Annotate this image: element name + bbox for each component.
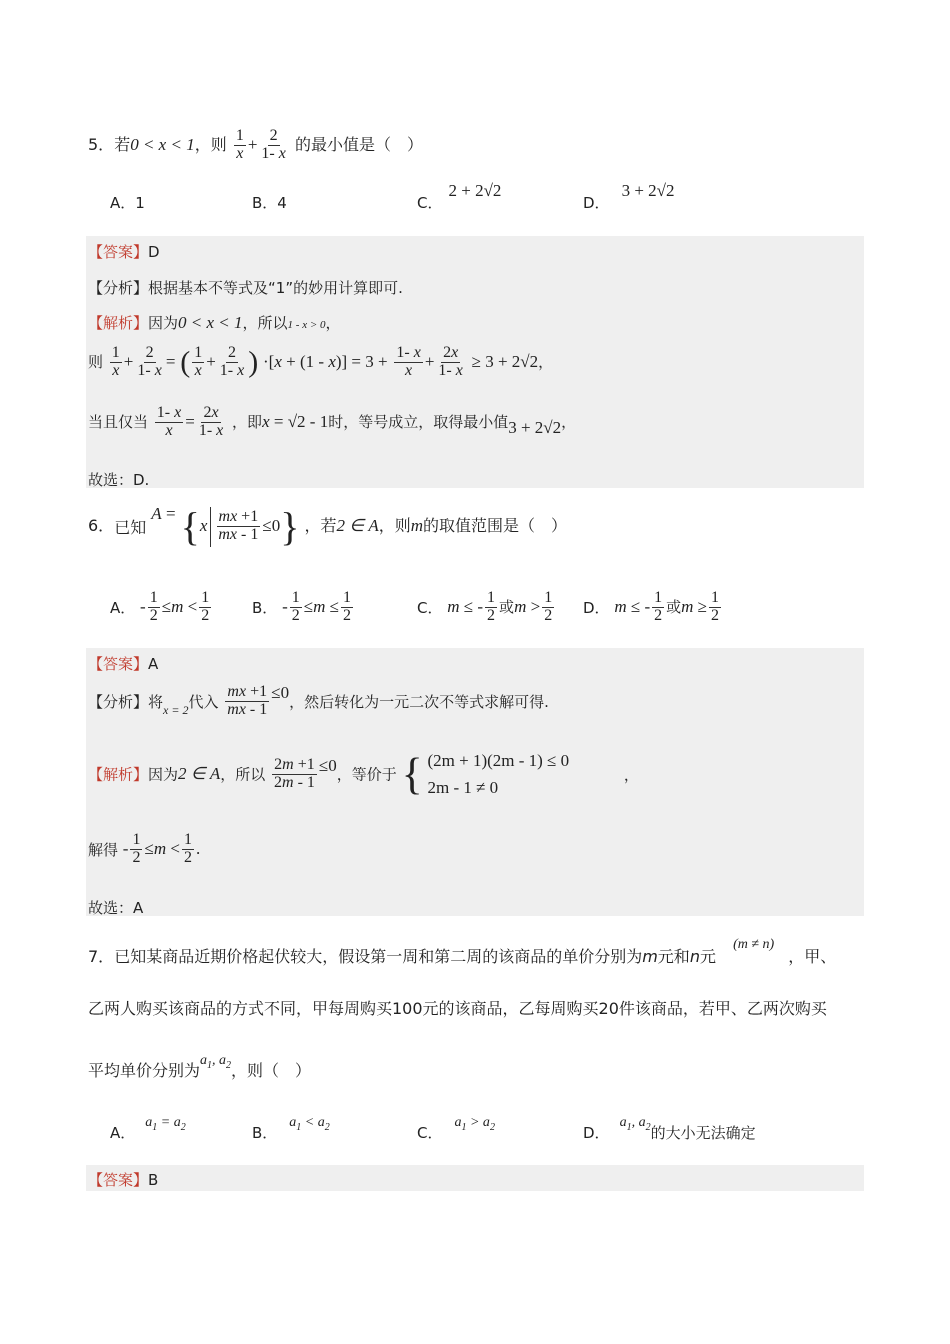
q7-line2: 乙两人购买该商品的方式不同，甲每周购买100元的该商品，乙每周购买20件该商品，若甲、乙两次购买	[88, 999, 827, 1018]
q6-option-b[interactable]: B． - $\frac{1}{2}$ ≤m ≤ $\frac{1}{2}$	[252, 589, 351, 624]
q5-choose: 故选：D.	[88, 471, 150, 489]
q6-option-a[interactable]: A． - $\frac{1}{2}$ ≤m < $\frac{1}{2}$	[110, 589, 210, 624]
q5-frac-1: $\frac{1}{x}$	[235, 127, 244, 162]
q7-option-a[interactable]: A．$a_1 = a_2$	[110, 1115, 186, 1142]
q7-option-c[interactable]: C．$a_1 > a_2$	[417, 1115, 495, 1142]
q7-answer: 【答案】B	[88, 1171, 159, 1189]
q5-option-d[interactable]: D．3 + 2√2	[583, 181, 675, 212]
q5-answer-value: D	[148, 243, 160, 261]
q6-analysis: 【分析】将$_{x = 2}$代入 $\frac{mx +1}{mx - 1}$ ≤0，然后转化为一元二次不等式求解可得.	[88, 682, 549, 718]
q6-solution: 【解析】因为2 ∈ A，所以 $\frac{2m +1}{2m - 1}$ ≤0，等价于 { (2m + 1)(2m - 1) ≤ 0 2m - 1 ≠ 0 ，	[88, 749, 639, 799]
q5-stem-mid: ，则	[194, 134, 227, 154]
q6-option-d[interactable]: D． m ≤ - $\frac{1}{2}$ 或m ≥ $\frac{1}{2}$	[583, 589, 720, 624]
q6-answer: 【答案】A	[88, 655, 159, 673]
q5-frac-2: $\frac{2}{1- x}$	[261, 127, 286, 162]
q5-option-c[interactable]: C．2 + 2√2	[417, 181, 502, 212]
q5-solution-line2: 则 $\frac{1}{x}$ + $\frac{2}{1- x}$ = ( $\frac{1}{x}$ + $\frac{2}{1- x}$ ) ·[x + (1 - x)] = 3 + $\frac{1- x}{x}$ + $\frac{2x}{1- x}$ ≥ 3 + 2√2，	[88, 344, 554, 379]
q7-option-b[interactable]: B．$a_1 < a_2$	[252, 1115, 330, 1142]
q5-solution-tag: 【解析】	[88, 314, 149, 332]
q7-answer-box	[86, 1165, 864, 1191]
q5-answer-tag: 【答案】	[88, 243, 149, 261]
q5-option-b[interactable]: B．4	[252, 194, 287, 212]
q7-option-d[interactable]: D．$a_1$, $a_2$的大小无法确定	[583, 1115, 756, 1142]
q5-analysis	[88, 277, 403, 298]
q6-result: 解得 - $\frac{1}{2}$ ≤m < $\frac{1}{2}$ .	[88, 831, 201, 866]
q5-analysis-tag: 【分析】	[88, 279, 149, 297]
q5-solution-line3: 当且仅当 $\frac{1- x}{x}$ = $\frac{2x}{1- x}$ ，即x = √2 - 1时，等号成立，取得最小值3 + 2√2，	[88, 404, 577, 439]
q7-line3: 平均单价分别为$a_1$, $a_2$，则（ ）	[88, 1053, 312, 1080]
q5-analysis-text: 根据基本不等式及“1”的妙用计算即可.	[148, 279, 403, 297]
q6-stem: 6．已知 A = {x $\frac{mx +1}{mx - 1}$ ≤0} ，若2 ∈ A，则m的取值范围是（ ）	[88, 504, 568, 549]
q5-stem-prefix: 若	[114, 134, 131, 154]
q5-stem: 5．若0 < x < 1，则 $\frac{1}{x}$ + $\frac{2}{1- x}$ 的最小值是（ ）	[88, 127, 423, 162]
q5-condition: 0 < x < 1	[130, 134, 195, 154]
q5-stem-suffix: 的最小值是（ ）	[294, 134, 423, 154]
q5-number: 5．	[88, 134, 115, 154]
q6-option-c[interactable]: C． m ≤ - $\frac{1}{2}$ 或m > $\frac{1}{2}$	[417, 589, 553, 624]
q5-option-a[interactable]: A．1	[110, 194, 145, 212]
q5-solution-line1: 【解析】因为0 < x < 1，所以1 - x > 0，	[88, 313, 341, 332]
q7-line1: 7．已知某商品近期价格起伏较大，假设第一周和第二周的该商品的单价分别为m元和n元 (m ≠ n)，甲、	[88, 937, 837, 966]
q5-answer	[88, 241, 160, 262]
q6-choose: 故选：A	[88, 899, 144, 917]
